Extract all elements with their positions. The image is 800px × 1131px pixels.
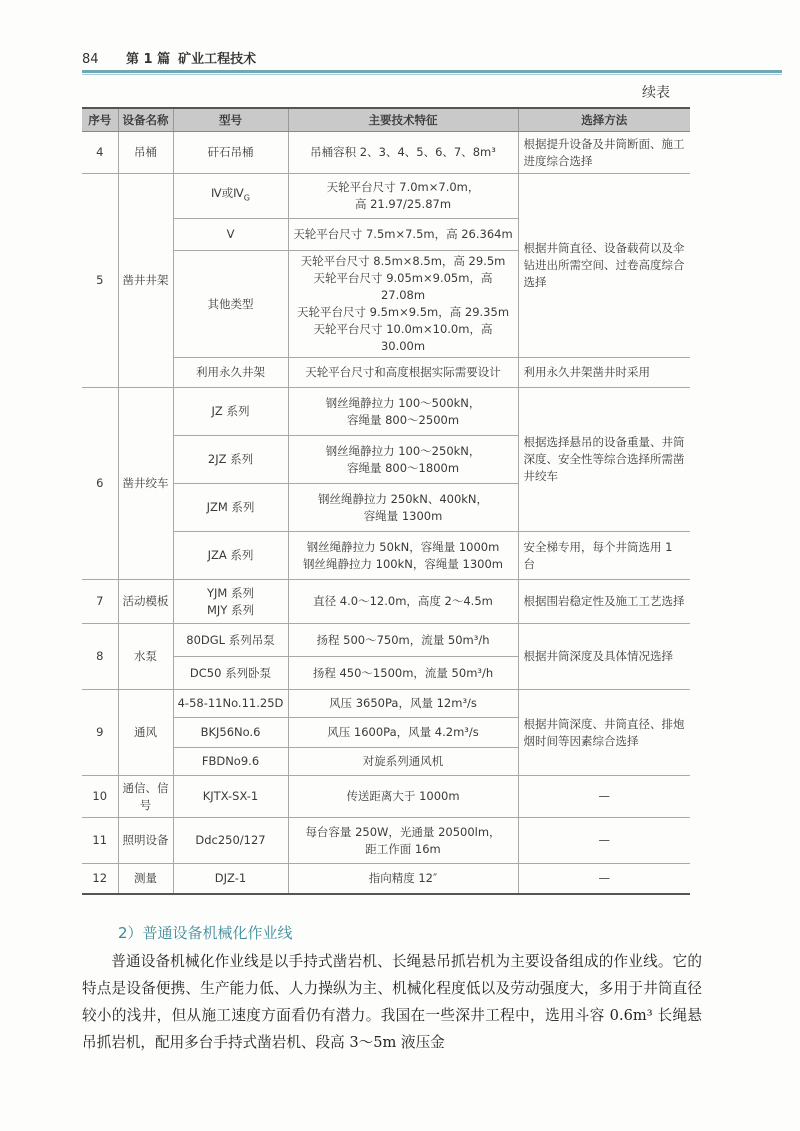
model: DC50 系列卧泵	[173, 657, 288, 690]
table-header-row	[82, 108, 690, 132]
header-model: 型号	[173, 108, 288, 132]
model: Ⅳ或$Ⅳ_G$	[173, 174, 288, 219]
model: 80DGL 系列吊泵	[173, 624, 288, 657]
table-row	[82, 776, 690, 818]
model: 利用永久井架	[173, 358, 288, 388]
feature: 钢丝绳静拉力 100～250kN， 容绳量 800～1800m	[288, 436, 518, 484]
model: 2JZ 系列	[173, 436, 288, 484]
row-no: 6	[82, 388, 118, 580]
method: 利用永久井架凿井时采用	[518, 358, 690, 388]
method: 根据围岩稳定性及施工工艺选择	[518, 580, 690, 624]
feature: 对旋系列通风机	[288, 748, 518, 776]
row-no: 10	[82, 776, 118, 818]
feature: 直径 4.0～12.0m，高度 2～4.5m	[288, 580, 518, 624]
feature: 钢丝绳静拉力 250kN、400kN， 容绳量 1300m	[288, 484, 518, 532]
row-no: 4	[82, 132, 118, 174]
method: 根据井筒深度、井筒直径、排炮烟时间等因素综合选择	[518, 690, 690, 776]
table-row	[82, 174, 690, 219]
row-no: 11	[82, 818, 118, 864]
equipment-name: 凿井井架	[118, 174, 173, 388]
feature: 钢丝绳静拉力 100～500kN， 容绳量 800～2500m	[288, 388, 518, 436]
feature: 每台容量 250W，光通量 20500lm， 距工作面 16m	[288, 818, 518, 864]
model: 4-58-11No.11.25D	[173, 690, 288, 718]
feature: 指向精度 12″	[288, 864, 518, 894]
feature: 天轮平台尺寸 8.5m×8.5m，高 29.5m 天轮平台尺寸 9.05m×9.05m，高 27.08m 天轮平台尺寸 9.5m×9.5m，高 29.35m 天轮平台尺寸 10.0m×10.0m，高 30.00m	[288, 251, 518, 358]
method: —	[518, 818, 690, 864]
method: 安全梯专用，每个井筒选用 1 台	[518, 532, 690, 580]
feature: 天轮平台尺寸 7.5m×7.5m，高 26.364m	[288, 219, 518, 251]
part-title: 矿业工程技术	[178, 52, 257, 67]
equipment-name: 通信、信号	[118, 776, 173, 818]
model: BKJ56No.6	[173, 718, 288, 748]
row-no: 5	[82, 174, 118, 388]
equipment-name: 水泵	[118, 624, 173, 690]
table-row	[82, 580, 690, 624]
table-row	[82, 864, 690, 894]
equipment-name: 通风	[118, 690, 173, 776]
table-row	[82, 818, 690, 864]
feature: 天轮平台尺寸和高度根据实际需要设计	[288, 358, 518, 388]
table-row	[82, 532, 690, 580]
feature: 扬程 500～750m，流量 50m³/h	[288, 624, 518, 657]
table-row	[82, 132, 690, 174]
model: YJM 系列 MJY 系列	[173, 580, 288, 624]
page-header	[82, 48, 256, 67]
model: DJZ-1	[173, 864, 288, 894]
model: 矸石吊桶	[173, 132, 288, 174]
row-no: 12	[82, 864, 118, 894]
row-no: 8	[82, 624, 118, 690]
model: Ⅴ	[173, 219, 288, 251]
part-label: 第 1 篇	[126, 52, 171, 67]
body-paragraph: 普通设备机械化作业线是以手持式凿岩机、长绳悬吊抓岩机为主要设备组成的作业线。它的特点是设备便携、生产能力低、人力操纵为主、机械化程度低以及劳动强度大，多用于井筒直径较小的浅井，但从施工速度方面看仍有潜力。我国在一些深井工程中，选用斗容 0.6m³ 长绳悬吊抓岩机，配用多台手持式凿岩机、段高 3～5m 液压金	[82, 953, 702, 1051]
equipment-table	[82, 107, 690, 895]
feature: 吊桶容积 2、3、4、5、6、7、8m³	[288, 132, 518, 174]
header-method: 选择方法	[518, 108, 690, 132]
equipment-name: 照明设备	[118, 818, 173, 864]
model: JZA 系列	[173, 532, 288, 580]
header-rule-thin	[82, 74, 782, 75]
row-no: 7	[82, 580, 118, 624]
feature: 传送距离大于 1000m	[288, 776, 518, 818]
feature: 扬程 450～1500m，流量 50m³/h	[288, 657, 518, 690]
model: JZ 系列	[173, 388, 288, 436]
method: 根据选择悬吊的设备重量、井筒深度、安全性等综合选择所需凿井绞车	[518, 388, 690, 532]
method: 根据提升设备及井筒断面、施工进度综合选择	[518, 132, 690, 174]
page-number: 84	[82, 52, 99, 67]
method: —	[518, 864, 690, 894]
equipment-name: 凿井绞车	[118, 388, 173, 580]
feature: 钢丝绳静拉力 50kN，容绳量 1000m 钢丝绳静拉力 100kN，容绳量 1300m	[288, 532, 518, 580]
method: 根据井筒深度及具体情况选择	[518, 624, 690, 690]
header-name: 设备名称	[118, 108, 173, 132]
equipment-name: 活动模板	[118, 580, 173, 624]
model: FBDNo9.6	[173, 748, 288, 776]
model: 其他类型	[173, 251, 288, 358]
header-feature: 主要技术特征	[288, 108, 518, 132]
model: Ddc250/127	[173, 818, 288, 864]
feature: 风压 1600Pa，风量 4.2m³/s	[288, 718, 518, 748]
header-rule	[82, 70, 782, 73]
method: —	[518, 776, 690, 818]
row-no: 9	[82, 690, 118, 776]
feature: 天轮平台尺寸 7.0m×7.0m， 高 21.97/25.87m	[288, 174, 518, 219]
method: 根据井筒直径、设备载荷以及伞钻进出所需空间、过卷高度综合选择	[518, 174, 690, 358]
model: KJTX-SX-1	[173, 776, 288, 818]
table-row	[82, 358, 690, 388]
feature: 风压 3650Pa，风量 12m³/s	[288, 690, 518, 718]
header-no: 序号	[82, 108, 118, 132]
model: JZM 系列	[173, 484, 288, 532]
table-row	[82, 388, 690, 436]
table-row	[82, 690, 690, 718]
table-row	[82, 624, 690, 657]
equipment-name: 测量	[118, 864, 173, 894]
equipment-name: 吊桶	[118, 132, 173, 174]
section-heading: 2）普通设备机械化作业线	[118, 924, 293, 942]
continued-label: 续表	[642, 85, 670, 101]
